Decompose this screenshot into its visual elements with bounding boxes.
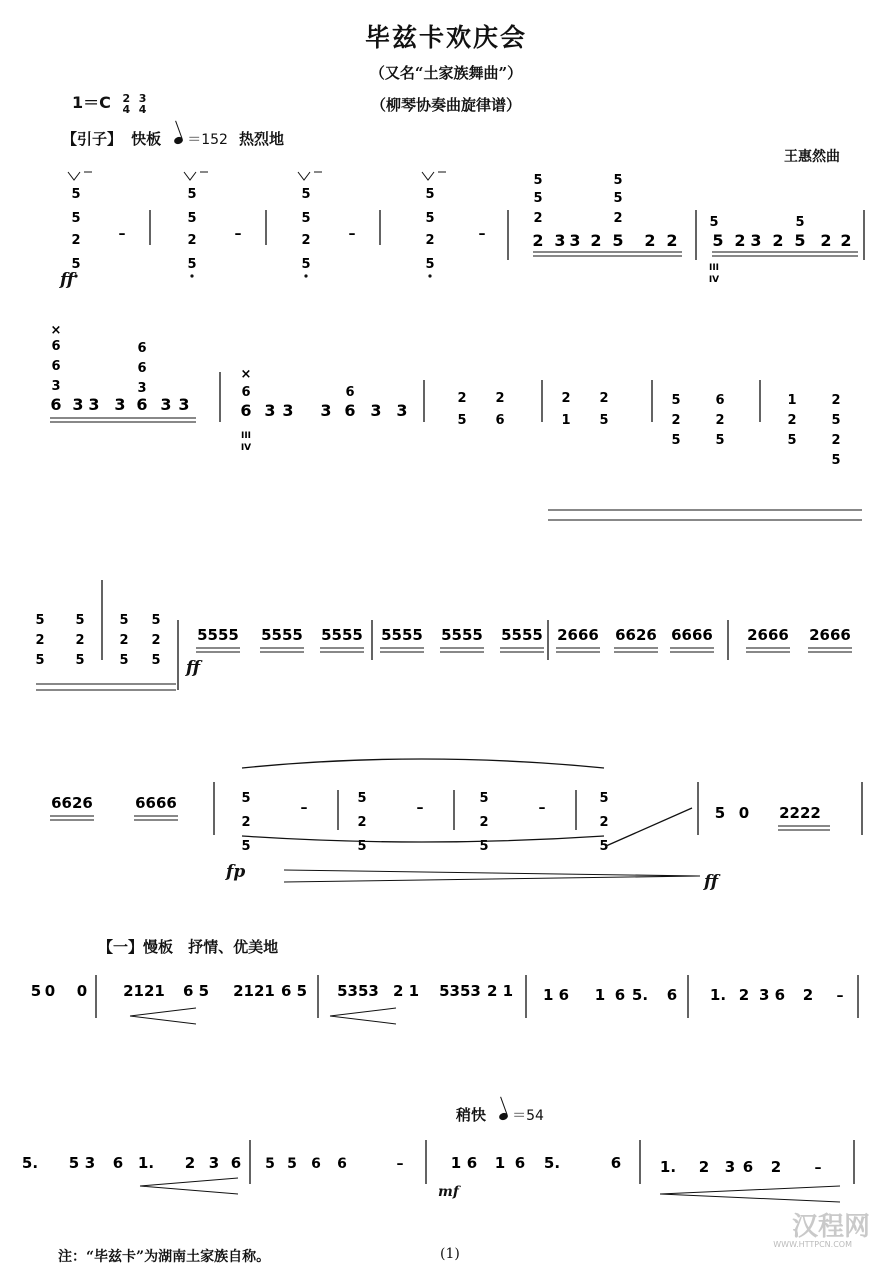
score-note: 1. bbox=[137, 1154, 155, 1172]
score-note: 5 bbox=[187, 211, 197, 226]
score-note: 5 bbox=[265, 1156, 275, 1172]
score-note: 5 bbox=[613, 191, 623, 206]
score-note: 6 bbox=[666, 986, 678, 1004]
score-dash: – bbox=[416, 800, 424, 816]
score-note: 5 bbox=[71, 257, 81, 272]
score-note: 3 bbox=[724, 1158, 736, 1176]
score-note: 5 bbox=[68, 1154, 80, 1172]
octave-dot bbox=[74, 274, 77, 277]
score-note: 5. bbox=[631, 986, 649, 1004]
score-note: 6 bbox=[715, 393, 725, 408]
score-note: 5 bbox=[709, 215, 719, 230]
score-note: 5 bbox=[35, 653, 45, 668]
score-note: 2 bbox=[301, 233, 311, 248]
hairpin bbox=[284, 876, 700, 882]
score-dash: – bbox=[478, 226, 486, 242]
score-note: 5 bbox=[187, 257, 197, 272]
string-roman: III bbox=[240, 431, 252, 441]
intro-bpm: ＝152 bbox=[187, 132, 228, 148]
watermark-logo: 汉程网 bbox=[791, 1212, 870, 1242]
section-one-label: 【一】慢板 bbox=[98, 938, 174, 956]
score-note: 5 bbox=[425, 211, 435, 226]
score-note: 6 bbox=[742, 1158, 754, 1176]
hairpin bbox=[660, 1186, 840, 1202]
chord-accent bbox=[298, 172, 322, 180]
score-note: 2 bbox=[71, 233, 81, 248]
hairpin bbox=[140, 1178, 238, 1194]
score-note: 2 bbox=[666, 231, 678, 250]
score-note: 5 bbox=[241, 839, 251, 854]
score-note: 5 bbox=[425, 257, 435, 272]
score-note: 2 bbox=[479, 815, 489, 830]
score-note: 2 bbox=[831, 393, 841, 408]
score-note: 3 bbox=[750, 231, 762, 250]
score-note: 5 bbox=[671, 433, 681, 448]
score-dash: – bbox=[814, 1160, 822, 1176]
mute-mark: × bbox=[240, 367, 252, 382]
score-note: 5 bbox=[241, 791, 251, 806]
dynamic-ff-1: ff bbox=[60, 270, 75, 290]
score-note: 3 6 bbox=[758, 986, 786, 1004]
score-note: 5 bbox=[357, 791, 367, 806]
score-note: 5 bbox=[71, 211, 81, 226]
score-note: 1 bbox=[561, 413, 571, 428]
score-note: 0 bbox=[76, 982, 88, 1000]
score-note: 2 bbox=[119, 633, 129, 648]
score-note: 5555 bbox=[381, 626, 423, 644]
piece-title: 毕兹卡欢庆会 bbox=[364, 23, 527, 52]
score-note: 5 bbox=[151, 653, 161, 668]
score-note: 2666 bbox=[747, 626, 789, 644]
score-note: 5353 bbox=[337, 982, 379, 1000]
score-note: 5 bbox=[612, 231, 624, 250]
score-note: 2 bbox=[187, 233, 197, 248]
score-note: 3 bbox=[51, 379, 61, 394]
score-note: 1 6 bbox=[542, 986, 570, 1004]
hairpin bbox=[130, 1008, 196, 1024]
score-note: 6 bbox=[466, 1154, 478, 1172]
score-note: 5555 bbox=[441, 626, 483, 644]
score-note: 3 bbox=[137, 381, 147, 396]
meter-a-bottom: 4 bbox=[122, 102, 131, 116]
score-note: 5555 bbox=[197, 626, 239, 644]
score-note: 2 bbox=[644, 231, 656, 250]
score-note: 2 bbox=[698, 1158, 710, 1176]
score-note: 5 bbox=[533, 191, 543, 206]
score-note: 2 bbox=[533, 211, 543, 226]
score-note: 3 bbox=[320, 401, 332, 420]
dynamic-ff-2: ff bbox=[186, 658, 201, 678]
tempo-change-label: 稍快 bbox=[456, 1106, 487, 1124]
meter-b-top: 3 bbox=[138, 91, 147, 105]
score-note: 6 5 bbox=[280, 982, 308, 1000]
score-note: 2 bbox=[241, 815, 251, 830]
score-note: 3 bbox=[554, 231, 566, 250]
score-note: 6 5 bbox=[182, 982, 210, 1000]
score-note: 6626 bbox=[51, 794, 93, 812]
score-note: 5 bbox=[714, 804, 726, 822]
section-one-expression: 抒情、优美地 bbox=[188, 938, 279, 956]
score-note: 5 bbox=[479, 839, 489, 854]
arrangement-note: （柳琴协奏曲旋律谱） bbox=[370, 96, 521, 114]
score-note: 6 bbox=[136, 395, 148, 414]
score-note: 5353 bbox=[439, 982, 481, 1000]
string-roman: III bbox=[708, 263, 720, 273]
score-note: 5555 bbox=[321, 626, 363, 644]
score-note: 2 bbox=[831, 433, 841, 448]
chord-accent bbox=[422, 172, 446, 180]
score-note: 1 bbox=[494, 1154, 506, 1172]
notation-layer bbox=[22, 172, 864, 1202]
score-note: 5 bbox=[75, 653, 85, 668]
score-note: 1 bbox=[450, 1154, 462, 1172]
score-note: 1 bbox=[594, 986, 606, 1004]
score-note: 6666 bbox=[671, 626, 713, 644]
score-note: 5555 bbox=[501, 626, 543, 644]
score-note: 5 bbox=[301, 257, 311, 272]
score-note: 5 bbox=[119, 613, 129, 628]
score-dash: – bbox=[300, 800, 308, 816]
score-note: 5 bbox=[599, 839, 609, 854]
score-note: 5 bbox=[287, 1156, 297, 1172]
score-note: 6 bbox=[345, 385, 355, 400]
score-note: 6 bbox=[344, 401, 356, 420]
score-note: 2 bbox=[734, 231, 746, 250]
score-note: 2 bbox=[561, 391, 571, 406]
score-note: 6 bbox=[50, 395, 62, 414]
score-note: 2222 bbox=[779, 804, 821, 822]
score-note: 2 1 bbox=[392, 982, 420, 1000]
score-note: 2 bbox=[495, 391, 505, 406]
score-note: 2 bbox=[820, 231, 832, 250]
score-dash: – bbox=[538, 800, 546, 816]
score-note: 2121 bbox=[233, 982, 275, 1000]
string-roman: IV bbox=[240, 443, 252, 453]
score-note: 3 bbox=[160, 395, 172, 414]
score-note: 5 bbox=[187, 187, 197, 202]
score-note: 6 bbox=[137, 341, 147, 356]
score-note: 3 bbox=[88, 395, 100, 414]
score-note: 5 bbox=[613, 173, 623, 188]
score-note: 5 bbox=[795, 215, 805, 230]
score-note: 5 bbox=[599, 791, 609, 806]
score-note: 6 bbox=[112, 1154, 124, 1172]
score-note: 6 bbox=[514, 1154, 526, 1172]
score-dash: – bbox=[396, 1156, 404, 1172]
hairpin bbox=[330, 1008, 396, 1024]
gliss-line bbox=[606, 808, 692, 846]
score-note: 5 bbox=[151, 613, 161, 628]
score-note: 2 bbox=[715, 413, 725, 428]
score-note: 6 bbox=[610, 1154, 622, 1172]
score-note: 6 bbox=[311, 1156, 321, 1172]
quarter-note-icon bbox=[498, 1112, 509, 1122]
score-note: 5. bbox=[543, 1154, 561, 1172]
score-note: 2 bbox=[671, 413, 681, 428]
score-note: 3 bbox=[282, 401, 294, 420]
score-dash: – bbox=[348, 226, 356, 242]
score-note: 5 bbox=[831, 413, 841, 428]
score-note: 5 bbox=[425, 187, 435, 202]
score-note: 6 bbox=[614, 986, 626, 1004]
score-note: 5555 bbox=[261, 626, 303, 644]
score-note: 6 bbox=[51, 339, 61, 354]
score-note: 3 bbox=[114, 395, 126, 414]
meter-a-top: 2 bbox=[122, 91, 131, 105]
score-note: 5 bbox=[479, 791, 489, 806]
score-note: 2 bbox=[787, 413, 797, 428]
octave-dot bbox=[428, 274, 431, 277]
score-note: 2 bbox=[75, 633, 85, 648]
score-note: 2 bbox=[357, 815, 367, 830]
score-note: 3 bbox=[264, 401, 276, 420]
score-note: 5 bbox=[457, 413, 467, 428]
score-note: 2 bbox=[840, 231, 852, 250]
footnote: 注：“毕兹卡”为湖南土家族自称。 bbox=[58, 1249, 271, 1265]
score-note: 1 bbox=[787, 393, 797, 408]
page-number: (1) bbox=[440, 1246, 460, 1262]
intro-expression: 热烈地 bbox=[239, 130, 285, 148]
score-note: 3 bbox=[72, 395, 84, 414]
score-note: 2 1 bbox=[486, 982, 514, 1000]
score-note: 5 bbox=[30, 982, 42, 1000]
intro-label: 【引子】 bbox=[62, 130, 123, 148]
score-note: 5 bbox=[75, 613, 85, 628]
octave-dot bbox=[190, 274, 193, 277]
dynamic-ff-3: ff bbox=[704, 872, 719, 892]
score-note: 5 bbox=[301, 211, 311, 226]
tempo-change-bpm: ＝54 bbox=[512, 1108, 544, 1124]
score-note: 5. bbox=[21, 1154, 39, 1172]
score-note: 5 bbox=[119, 653, 129, 668]
score-note: 1. bbox=[659, 1158, 677, 1176]
section-one-marking bbox=[98, 936, 278, 957]
octave-dot bbox=[304, 274, 307, 277]
score-note: 2 bbox=[770, 1158, 782, 1176]
score-note: 5 bbox=[831, 453, 841, 468]
score-note: 2 bbox=[613, 211, 623, 226]
score-note: 2666 bbox=[557, 626, 599, 644]
score-note: 2 bbox=[738, 986, 750, 1004]
score-note: 5 bbox=[671, 393, 681, 408]
score-note: 6 bbox=[240, 401, 252, 420]
score-note: 2 bbox=[772, 231, 784, 250]
score-note: 3 bbox=[370, 401, 382, 420]
alt-title: （又名“土家族舞曲”） bbox=[369, 64, 523, 82]
string-roman: IV bbox=[708, 275, 720, 285]
score-note: 5 bbox=[533, 173, 543, 188]
score-note: 3 bbox=[178, 395, 190, 414]
mute-mark: × bbox=[50, 323, 62, 338]
score-note: 6 bbox=[337, 1156, 347, 1172]
score-note: 5 bbox=[35, 613, 45, 628]
score-note: 6626 bbox=[615, 626, 657, 644]
score-note: 3 bbox=[396, 401, 408, 420]
score-note: 2 bbox=[590, 231, 602, 250]
chord-accent bbox=[68, 172, 92, 180]
score-note: 2 bbox=[599, 391, 609, 406]
score-note: 0 bbox=[44, 982, 56, 1000]
score-note: 5 bbox=[715, 433, 725, 448]
score-note: 2 bbox=[802, 986, 814, 1004]
chord-accent bbox=[184, 172, 208, 180]
score-note: 6 bbox=[51, 359, 61, 374]
dynamic-mf: mf bbox=[438, 1184, 459, 1200]
slur bbox=[242, 836, 604, 842]
score-note: 0 bbox=[738, 804, 750, 822]
score-note: 2 bbox=[151, 633, 161, 648]
score-note: 5 bbox=[301, 187, 311, 202]
score-note: 2 bbox=[35, 633, 45, 648]
watermark-url: WWW.HTTPCN.COM bbox=[773, 1240, 852, 1249]
score-note: 3 bbox=[84, 1154, 96, 1172]
score-dash: – bbox=[836, 988, 844, 1004]
hairpin bbox=[284, 870, 700, 876]
score-note: 6 bbox=[495, 413, 505, 428]
score-note: 6 bbox=[230, 1154, 242, 1172]
score-note: 1. bbox=[709, 986, 727, 1004]
score-dash: – bbox=[234, 226, 242, 242]
score-note: 2121 bbox=[123, 982, 165, 1000]
score-note: 2 bbox=[532, 231, 544, 250]
score-dash: – bbox=[118, 226, 126, 242]
score-note: 5 bbox=[71, 187, 81, 202]
score-note: 2 bbox=[599, 815, 609, 830]
score-note: 2666 bbox=[809, 626, 851, 644]
score-note: 5 bbox=[794, 231, 806, 250]
score-note: 3 bbox=[569, 231, 581, 250]
score-note: 3 bbox=[208, 1154, 220, 1172]
score-note: 5 bbox=[787, 433, 797, 448]
score-note: 6 bbox=[241, 385, 251, 400]
score-note: 2 bbox=[457, 391, 467, 406]
score-note: 2 bbox=[425, 233, 435, 248]
key-text: 1＝C bbox=[72, 93, 111, 112]
composer: 王惠然曲 bbox=[784, 149, 840, 165]
score-note: 5 bbox=[599, 413, 609, 428]
tempo-change bbox=[456, 1104, 544, 1125]
score-note: 6 bbox=[137, 361, 147, 376]
dynamic-fp: fp bbox=[226, 862, 246, 882]
slur bbox=[242, 759, 604, 768]
score-note: 6666 bbox=[135, 794, 177, 812]
score-note: 2 bbox=[184, 1154, 196, 1172]
meter-b-bottom: 4 bbox=[138, 102, 147, 116]
intro-tempo: 快板 bbox=[131, 130, 162, 148]
score-note: 5 bbox=[357, 839, 367, 854]
score-note: 5 bbox=[712, 231, 724, 250]
